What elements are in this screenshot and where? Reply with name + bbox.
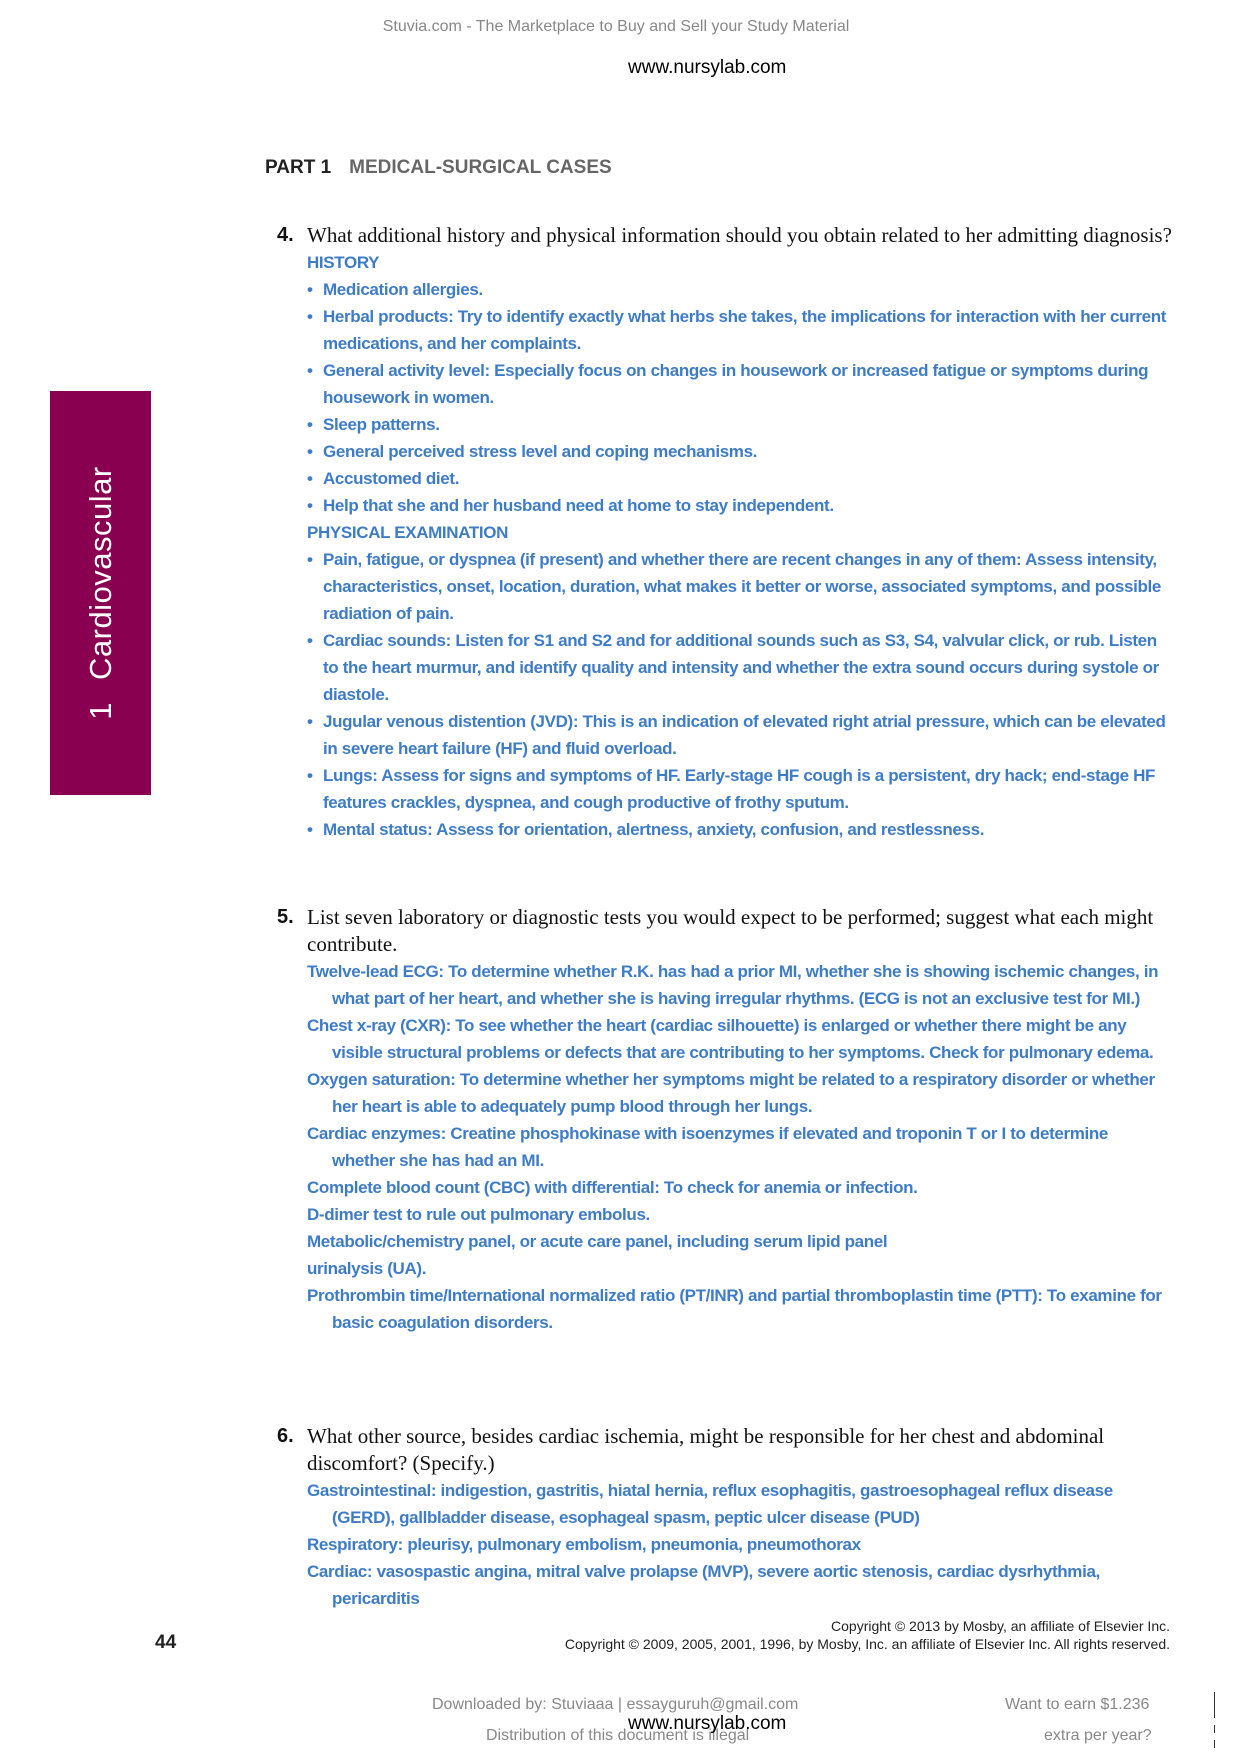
answer-item: Metabolic/chemistry panel, or acute care panel, including serum lipid panel [307, 1232, 888, 1251]
bullet-icon: • [307, 280, 313, 299]
bullet-icon: • [307, 766, 313, 785]
bullet-icon: • [307, 631, 313, 650]
question-text: List seven laboratory or diagnostic tests you would expect to be performed; suggest what each might contribute. [307, 905, 1154, 956]
bullet-text: Herbal products: Try to identify exactly what herbs she takes, the implications for interaction with her current medications, and her complaints. [323, 307, 1167, 353]
bullet-item [307, 465, 1172, 492]
copyright [565, 1617, 1170, 1653]
distribution-notice: Distribution of this document is illegal [486, 1727, 750, 1744]
bullet-item [307, 708, 1172, 762]
answer-item: Chest x-ray (CXR): To see whether the heart (cardiac silhouette) is enlarged or whether there might be any visible structural problems or defects that are contributing to her symptoms. Check for pulmonary edema. [307, 1016, 1154, 1062]
answer [307, 958, 1172, 1336]
question-5 [277, 904, 1172, 1336]
downloaded-by: Downloaded by: Stuviaaa | essayguruh@gmail.com [432, 1696, 799, 1713]
bullet-icon: • [307, 496, 313, 515]
bullet-text: Accustomed diet. [323, 469, 460, 488]
answer-item: Gastrointestinal: indigestion, gastritis, hiatal hernia, reflux esophagitis, gastroesophageal reflux disease (GERD), gallbladder disease, esophageal spasm, peptic ulcer disease (PUD) [307, 1481, 1113, 1527]
earn-promo-line-2[interactable]: extra per year? [1044, 1727, 1152, 1744]
bullet-text: Mental status: Assess for orientation, alertness, anxiety, confusion, and restlessness. [323, 820, 985, 839]
answer [307, 249, 1172, 843]
bullet-item [307, 546, 1172, 627]
chapter-title: Cardiovascular [82, 466, 118, 681]
bullet-icon: • [307, 712, 313, 731]
bullet-text: Cardiac sounds: Listen for S1 and S2 and for additional sounds such as S3, S4, valvular click, or rub. Listen to the heart murmur, and identify quality and intensity and whether the extra sound occurs during systole or diastole. [323, 631, 1159, 704]
stuvia-banner [0, 18, 1240, 36]
bullet-item [307, 492, 1172, 519]
page-edge-mark [1214, 1725, 1215, 1733]
answer [307, 1477, 1172, 1612]
history-heading: HISTORY [307, 253, 380, 272]
bullet-item [307, 411, 1172, 438]
answer-item: Twelve-lead ECG: To determine whether R.K. has had a prior MI, whether she is showing ischemic changes, in what part of her heart, and whether she is having irregular rhythms. (ECG is not an exclusive test for MI.) [307, 962, 1159, 1008]
bullet-icon: • [307, 469, 313, 488]
answer-item: D-dimer test to rule out pulmonary embolus. [307, 1205, 650, 1224]
exam-list [307, 546, 1172, 843]
answer-item: Cardiac: vasospastic angina, mitral valve prolapse (MVP), severe aortic stenosis, cardiac dysrhythmia, pericarditis [307, 1562, 1100, 1608]
bullet-text: Medication allergies. [323, 280, 483, 299]
part-label: PART 1 [265, 157, 332, 178]
bullet-icon: • [307, 550, 313, 569]
question-number: 6. [277, 1425, 294, 1447]
earn-promo-line-1[interactable]: Want to earn $1.236 [1005, 1696, 1150, 1713]
bullet-item [307, 762, 1172, 816]
page-edge-mark [1214, 1740, 1215, 1748]
question-text: What additional history and physical information should you obtain related to her admitting diagnosis? [307, 223, 1172, 247]
chapter-tab-text [83, 466, 119, 720]
running-header [265, 157, 612, 179]
bullet-text: Sleep patterns. [323, 415, 440, 434]
bullet-text: Lungs: Assess for signs and symptoms of HF. Early-stage HF cough is a persistent, dry hack; end-stage HF features crackles, dyspnea, and cough productive of frothy sputum. [323, 766, 1156, 812]
page-edge-mark [1214, 1692, 1215, 1718]
chapter-number: 1 [82, 702, 118, 720]
bullet-icon: • [307, 442, 313, 461]
answer-item: Prothrombin time/International normalized ratio (PT/INR) and partial thromboplastin time (PTT): To examine for basic coagulation disorders. [307, 1286, 1162, 1332]
copyright-line-1: Copyright © 2013 by Mosby, an affiliate of Elsevier Inc. [831, 1618, 1170, 1634]
bullet-item [307, 276, 1172, 303]
bullet-item [307, 816, 1172, 843]
bullet-text: Help that she and her husband need at home to stay independent. [323, 496, 834, 515]
question-4 [277, 222, 1172, 843]
question-number: 4. [277, 224, 294, 246]
part-title: MEDICAL-SURGICAL CASES [349, 157, 612, 178]
question-number: 5. [277, 906, 294, 928]
bullet-text: Jugular venous distention (JVD): This is an indication of elevated right atrial pressure, which can be elevated in severe heart failure (HF) and fluid overload. [323, 712, 1166, 758]
question-text: What other source, besides cardiac ischemia, might be responsible for her chest and abdominal discomfort? (Specify.) [307, 1424, 1105, 1475]
page-number: 44 [155, 1632, 177, 1653]
bullet-text: General activity level: Especially focus on changes in housework or increased fatigue or symptoms during housework in women. [323, 361, 1149, 407]
answer-item: Oxygen saturation: To determine whether her symptoms might be related to a respiratory disorder or whether her heart is able to adequately pump blood through her lungs. [307, 1070, 1155, 1116]
watermark-url-bottom: www.nursylab.com [628, 1713, 787, 1734]
bullet-icon: • [307, 361, 313, 380]
bullet-text: General perceived stress level and coping mechanisms. [323, 442, 758, 461]
answer-item: Respiratory: pleurisy, pulmonary embolism, pneumonia, pneumothorax [307, 1535, 861, 1554]
bullet-item [307, 357, 1172, 411]
answer-item: Complete blood count (CBC) with differential: To check for anemia or infection. [307, 1178, 918, 1197]
bullet-icon: • [307, 307, 313, 326]
exam-heading: PHYSICAL EXAMINATION [307, 523, 509, 542]
bullet-text: Pain, fatigue, or dyspnea (if present) and whether there are recent changes in any of them: Assess intensity, characteristics, onset, location, duration, what makes it better or worse, associated symptoms, and possible radiation of pain. [323, 550, 1161, 623]
watermark-url-top: www.nursylab.com [628, 57, 787, 78]
bullet-icon: • [307, 820, 313, 839]
answer-item: urinalysis (UA). [307, 1259, 427, 1278]
stuvia-banner-text: Stuvia.com - The Marketplace to Buy and Sell your Study Material [382, 18, 850, 35]
bullet-item [307, 303, 1172, 357]
bullet-item [307, 627, 1172, 708]
question-6 [277, 1423, 1172, 1612]
bullet-item [307, 438, 1172, 465]
answer-item: Cardiac enzymes: Creatine phosphokinase with isoenzymes if elevated and troponin T or I to determine whether she has had an MI. [307, 1124, 1109, 1170]
history-list [307, 276, 1172, 519]
bullet-icon: • [307, 415, 313, 434]
copyright-line-2: Copyright © 2009, 2005, 2001, 1996, by Mosby, Inc. an affiliate of Elsevier Inc. All rights reserved. [564, 1636, 1170, 1652]
chapter-tab [50, 391, 151, 795]
